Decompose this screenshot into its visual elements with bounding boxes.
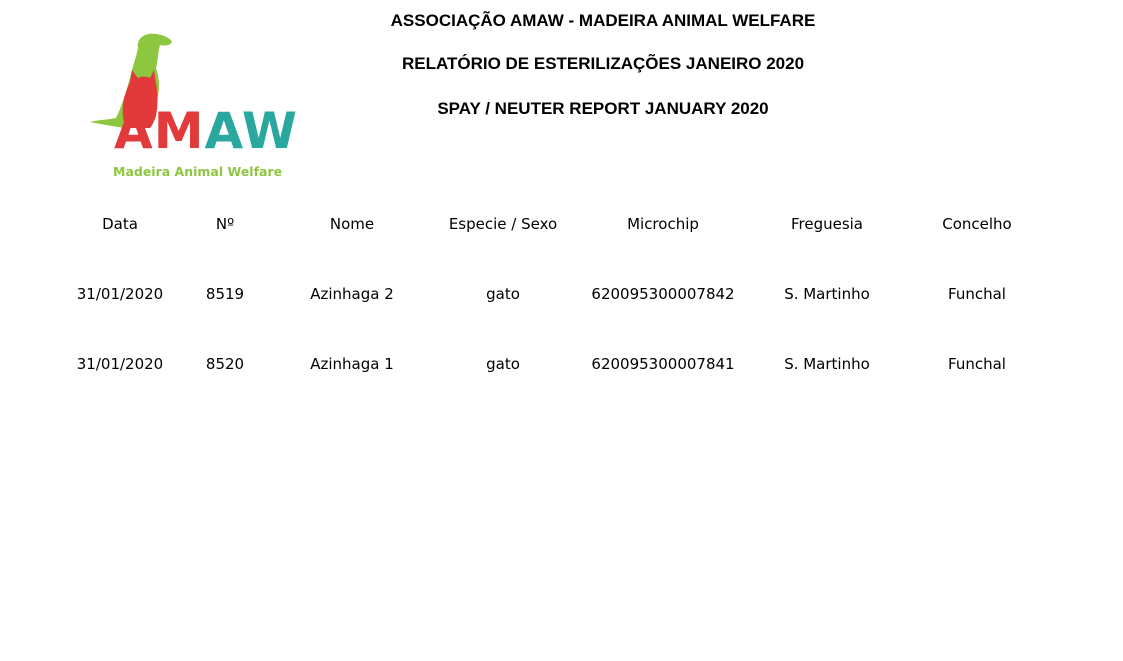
cell-number: 8520 [205, 355, 245, 373]
logo-letter: A [114, 102, 154, 160]
column-header-date: Data [102, 215, 138, 233]
column-header-number: Nº [215, 215, 235, 233]
cell-parish: S. Martinho [784, 285, 870, 303]
cell-parish: S. Martinho [784, 355, 870, 373]
logo-letter: A [204, 102, 242, 160]
cell-municipality: Funchal [948, 285, 1006, 303]
cell-species-sex: gato [486, 285, 520, 303]
logo-letter: W [241, 102, 299, 160]
cell-microchip: 620095300007842 [591, 285, 735, 303]
column-header-microchip: Microchip [627, 215, 699, 233]
column-header-species-sex: Especie / Sexo [448, 215, 558, 233]
report-title-en: SPAY / NEUTER REPORT JANUARY 2020 [437, 99, 769, 118]
report-title-pt: RELATÓRIO DE ESTERILIZAÇÕES JANEIRO 2020 [401, 54, 805, 73]
logo-letter: M [153, 102, 205, 160]
cell-name: Azinhaga 2 [310, 285, 394, 303]
organization-title: ASSOCIAÇÃO AMAW - MADEIRA ANIMAL WELFARE [390, 11, 816, 30]
amaw-logo [86, 30, 299, 179]
column-header-parish: Freguesia [790, 215, 864, 233]
column-header-municipality: Concelho [942, 215, 1012, 233]
cell-date: 31/01/2020 [76, 285, 164, 303]
cell-species-sex: gato [486, 355, 520, 373]
logo-tagline: Madeira Animal Welfare [113, 164, 283, 179]
cell-number: 8519 [205, 285, 245, 303]
cell-date: 31/01/2020 [76, 355, 164, 373]
column-header-name: Nome [329, 215, 375, 233]
cell-name: Azinhaga 1 [310, 355, 394, 373]
cell-microchip: 620095300007841 [591, 355, 735, 373]
cell-municipality: Funchal [948, 355, 1006, 373]
